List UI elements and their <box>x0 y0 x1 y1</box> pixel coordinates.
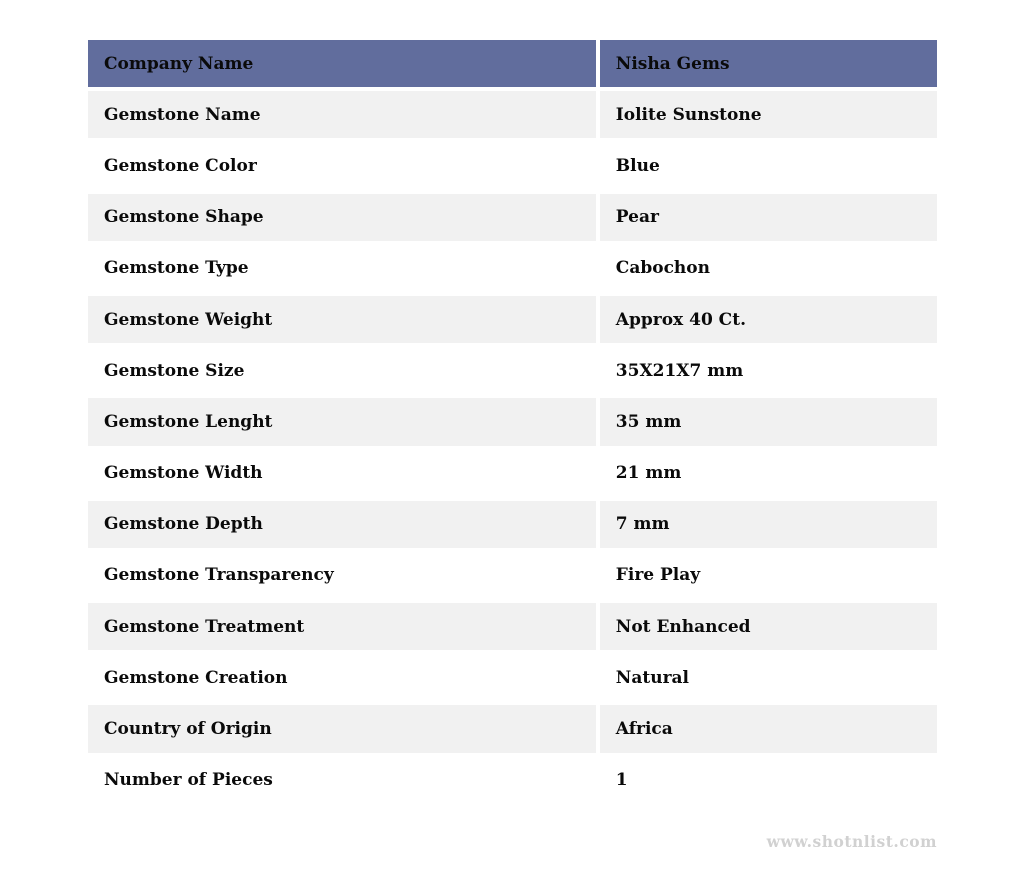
row-value-cell: 35X21X7 mm <box>598 345 939 396</box>
table-row <box>86 550 939 601</box>
row-value-cell: 7 mm <box>598 499 939 550</box>
row-label-cell: Gemstone Weight <box>86 294 598 345</box>
row-label-cell: Gemstone Shape <box>86 192 598 243</box>
row-value-cell: 1 <box>598 755 939 806</box>
row-value-cell: Blue <box>598 140 939 191</box>
row-value-cell: 21 mm <box>598 448 939 499</box>
row-label-cell: Gemstone Type <box>86 243 598 294</box>
table-row <box>86 345 939 396</box>
table-row <box>86 703 939 754</box>
table-row <box>86 499 939 550</box>
header-label-cell: Company Name <box>86 38 598 89</box>
table-row <box>86 652 939 703</box>
row-label-cell: Gemstone Color <box>86 140 598 191</box>
table-row <box>86 89 939 140</box>
row-label-cell: Gemstone Size <box>86 345 598 396</box>
row-value-cell: Approx 40 Ct. <box>598 294 939 345</box>
row-value-cell: Not Enhanced <box>598 601 939 652</box>
table-row <box>86 601 939 652</box>
gemstone-spec-table <box>86 38 939 806</box>
table-row <box>86 294 939 345</box>
row-value-cell: Fire Play <box>598 550 939 601</box>
row-label-cell: Number of Pieces <box>86 755 598 806</box>
row-label-cell: Gemstone Depth <box>86 499 598 550</box>
row-value-cell: Cabochon <box>598 243 939 294</box>
row-label-cell: Gemstone Treatment <box>86 601 598 652</box>
row-label-cell: Country of Origin <box>86 703 598 754</box>
table-row <box>86 192 939 243</box>
row-value-cell: Natural <box>598 652 939 703</box>
table-row <box>86 396 939 447</box>
table-row <box>86 448 939 499</box>
row-label-cell: Gemstone Transparency <box>86 550 598 601</box>
row-value-cell: Africa <box>598 703 939 754</box>
table-row <box>86 755 939 806</box>
header-row <box>86 38 939 89</box>
table-body <box>86 89 939 806</box>
row-value-cell: 35 mm <box>598 396 939 447</box>
table-row <box>86 243 939 294</box>
row-label-cell: Gemstone Name <box>86 89 598 140</box>
row-label-cell: Gemstone Creation <box>86 652 598 703</box>
watermark-text: www.shotnlist.com <box>766 832 937 851</box>
row-value-cell: Iolite Sunstone <box>598 89 939 140</box>
table-row <box>86 140 939 191</box>
row-label-cell: Gemstone Lenght <box>86 396 598 447</box>
table-header <box>86 38 939 89</box>
row-label-cell: Gemstone Width <box>86 448 598 499</box>
row-value-cell: Pear <box>598 192 939 243</box>
header-value-cell: Nisha Gems <box>598 38 939 89</box>
